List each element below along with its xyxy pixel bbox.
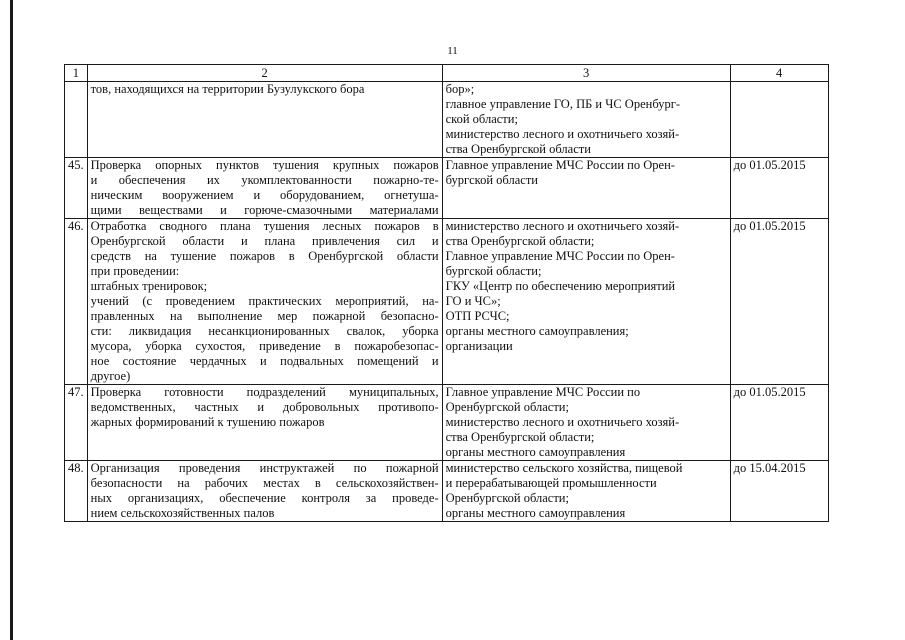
table-row — [65, 461, 829, 522]
responsible-line: министерство сельского хозяйства, пищевой — [445, 461, 683, 475]
action-cell — [87, 461, 442, 522]
responsible-line: органы местного самоуправления — [445, 445, 626, 459]
responsible-line: министерство лесного и охотничьего хозяй- — [445, 127, 680, 141]
row-number — [65, 82, 88, 158]
action-line: безопасности на рабочих местах в сельскохозяйствен- — [90, 476, 439, 490]
action-cell — [87, 385, 442, 461]
responsible-line: ской области; — [445, 112, 518, 126]
responsible-line: Оренбургской области; — [445, 491, 569, 505]
deadline-cell: до 01.05.2015 — [730, 219, 828, 385]
deadline-cell: до 15.04.2015 — [730, 461, 828, 522]
action-line: и обеспечения их укомплектованности пожарно-те- — [90, 173, 439, 187]
responsible-line: ГО и ЧС»; — [445, 294, 501, 308]
header-row — [65, 65, 829, 82]
responsible-line: ства Оренбургской области; — [445, 234, 595, 248]
table-row — [65, 219, 829, 385]
action-line: нием сельскохозяйственных палов — [90, 506, 275, 520]
action-line: мусора, уборка сухостоя, приведение в пожаробезопас- — [90, 339, 439, 353]
responsible-line: органы местного самоуправления; — [445, 324, 629, 338]
action-line: Организация проведения инструктажей по пожарной — [90, 461, 439, 475]
scan-border-edge — [10, 0, 13, 640]
page-number: 11 — [447, 45, 458, 57]
action-line: ное состояние чердачных и подвальных помещений и — [90, 354, 439, 368]
header-col-4: 4 — [730, 65, 828, 82]
action-line: сти: ликвидация несанкционированных свалок, уборка — [90, 324, 439, 338]
responsible-line: ства Оренбургской области — [445, 142, 591, 156]
action-line: тов, находящихся на территории Бузулукского бора — [90, 82, 365, 96]
action-line: учений (с проведением практических мероприятий, на- — [90, 294, 439, 308]
action-cell — [87, 82, 442, 158]
responsible-cell — [442, 461, 730, 522]
responsible-cell — [442, 219, 730, 385]
responsible-line: ГКУ «Центр по обеспечению мероприятий — [445, 279, 676, 293]
responsible-line: ства Оренбургской области; — [445, 430, 595, 444]
responsible-line: бор»; — [445, 82, 475, 96]
action-line: правленных на выполнение мер пожарной безопасно- — [90, 309, 439, 323]
action-line: при проведении: — [90, 264, 180, 278]
row-number: 46. — [65, 219, 88, 385]
row-number: 48. — [65, 461, 88, 522]
responsible-line: министерство лесного и охотничьего хозяй- — [445, 415, 680, 429]
responsible-line: главное управление ГО, ПБ и ЧС Оренбург- — [445, 97, 680, 111]
row-number: 47. — [65, 385, 88, 461]
action-line: другое) — [90, 369, 131, 383]
action-line: ведомственных, частных и добровольных противопо- — [90, 400, 439, 414]
table-row — [65, 158, 829, 219]
action-line: ных организациях, обеспечение контроля за проведе- — [90, 491, 439, 505]
responsible-line: Главное управление МЧС России по — [445, 385, 641, 399]
responsible-line: и перерабатывающей промышленности — [445, 476, 657, 490]
header-col-1: 1 — [65, 65, 88, 82]
header-col-3: 3 — [442, 65, 730, 82]
responsible-line: бургской области; — [445, 264, 542, 278]
action-line: средств на тушение пожаров в Оренбургской области — [90, 249, 439, 263]
responsible-line: ОТП РСЧС; — [445, 309, 510, 323]
action-cell — [87, 158, 442, 219]
header-col-2: 2 — [87, 65, 442, 82]
responsible-line: органы местного самоуправления — [445, 506, 626, 520]
action-line: щими веществами и горюче-смазочными материалами — [90, 203, 439, 217]
responsible-line: Главное управление МЧС России по Орен- — [445, 158, 675, 172]
row-number: 45. — [65, 158, 88, 219]
action-line: штабных тренировок; — [90, 279, 208, 293]
responsible-line: бургской области — [445, 173, 538, 187]
responsible-line: Главное управление МЧС России по Орен- — [445, 249, 675, 263]
deadline-cell: до 01.05.2015 — [730, 385, 828, 461]
deadline-cell: до 01.05.2015 — [730, 158, 828, 219]
action-line: Отработка сводного плана тушения лесных пожаров в — [90, 219, 439, 233]
responsible-line: организации — [445, 339, 513, 353]
action-line: Оренбургской области и плана привлечения сил и — [90, 234, 439, 248]
responsible-cell — [442, 82, 730, 158]
measures-table — [64, 64, 829, 522]
responsible-cell — [442, 385, 730, 461]
table-row — [65, 385, 829, 461]
responsible-cell — [442, 158, 730, 219]
action-cell — [87, 219, 442, 385]
table-row — [65, 82, 829, 158]
responsible-line: министерство лесного и охотничьего хозяй- — [445, 219, 680, 233]
deadline-cell — [730, 82, 828, 158]
action-line: Проверка готовности подразделений муниципальных, — [90, 385, 439, 399]
action-line: Проверка опорных пунктов тушения крупных пожаров — [90, 158, 439, 172]
responsible-line: Оренбургской области; — [445, 400, 569, 414]
action-line: жарных формирований к тушению пожаров — [90, 415, 325, 429]
action-line: ническим вооружением и оборудованием, огнетуша- — [90, 188, 439, 202]
